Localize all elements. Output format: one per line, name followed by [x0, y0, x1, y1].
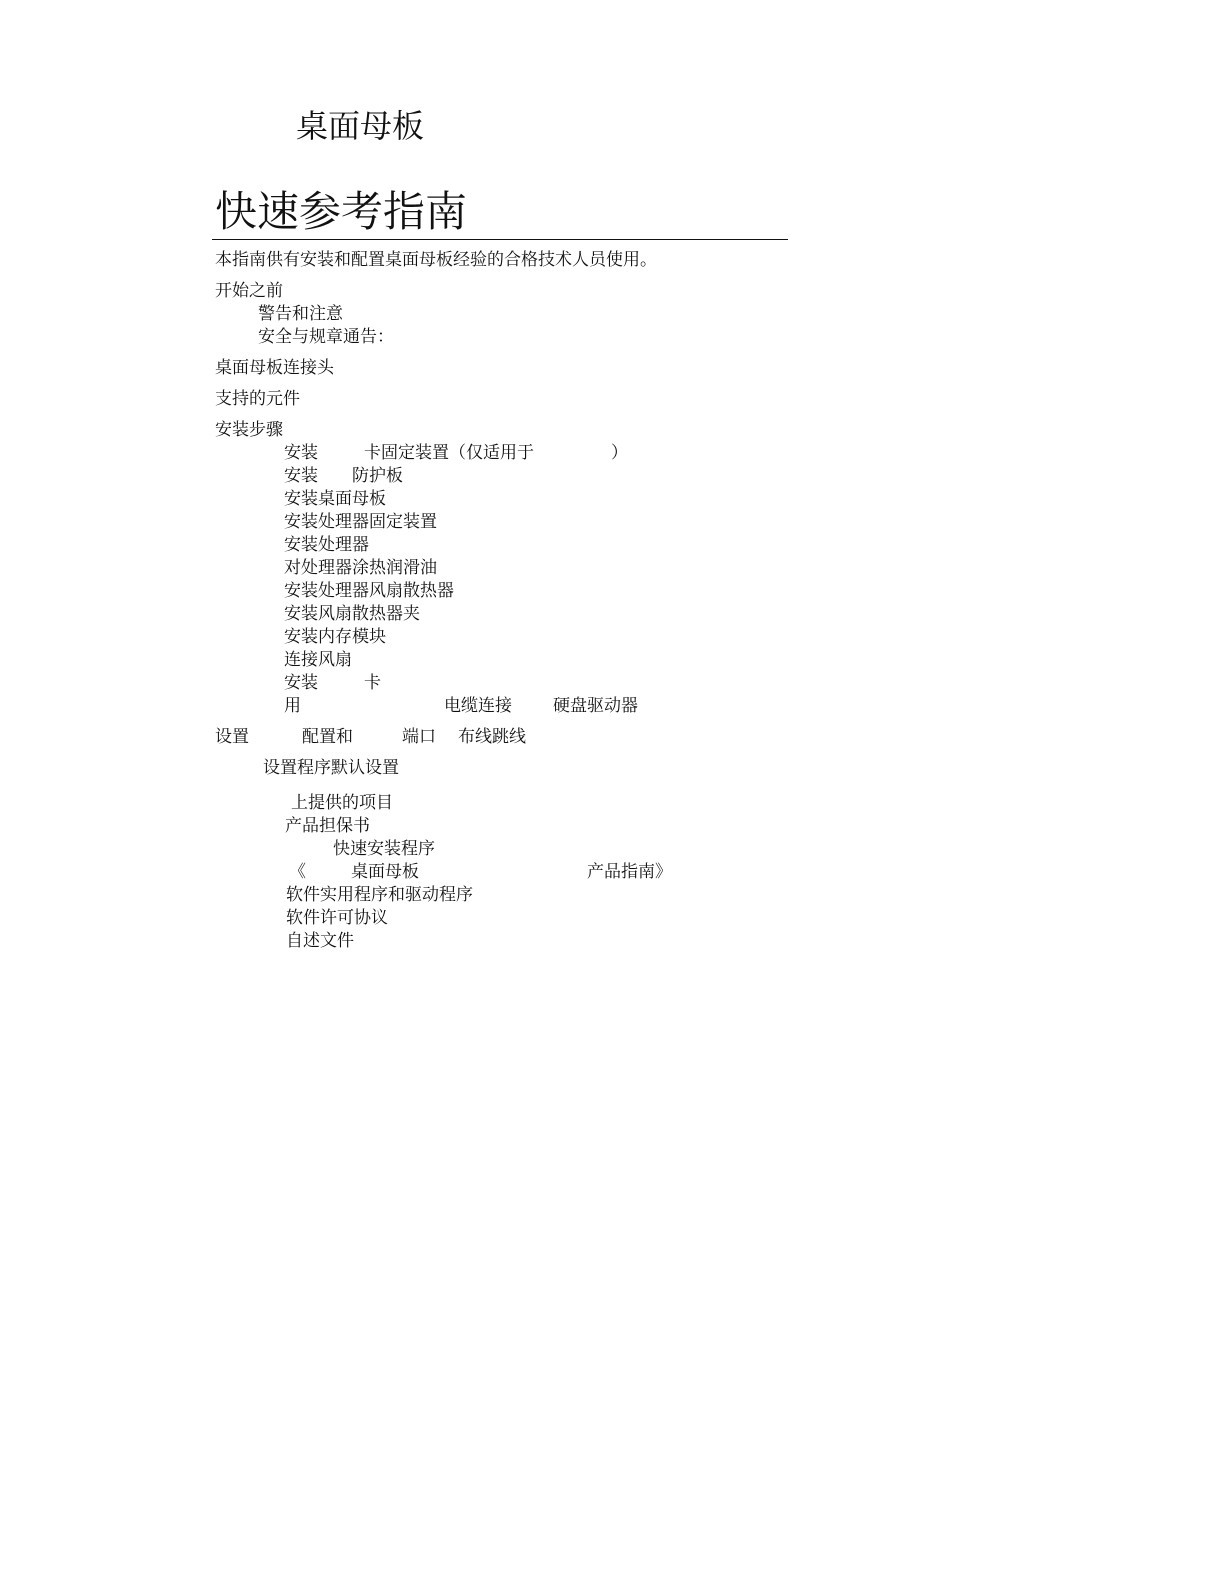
toc-step-card-a: 安装	[284, 673, 318, 693]
toc-software-drivers: 软件实用程序和驱动程序	[286, 885, 473, 905]
toc-setup-defaults: 设置程序默认设置	[263, 758, 399, 778]
toc-step-processor: 安装处理器	[284, 535, 369, 555]
toc-warnings-cautions: 警告和注意	[258, 304, 343, 324]
toc-step-shield-a: 安装	[284, 466, 318, 486]
toc-provided-items: 上提供的项目	[291, 793, 393, 813]
toc-product-guide-b: 桌面母板	[351, 862, 419, 882]
toc-supported-components: 支持的元件	[215, 389, 300, 409]
toc-setup-c: 端口	[402, 727, 436, 747]
toc-step-card-retention-b: 卡固定装置（仅适用于	[364, 443, 534, 463]
toc-step-memory: 安装内存模块	[284, 627, 386, 647]
toc-install-steps: 安装步骤	[215, 420, 283, 440]
toc-step-heatsink-clips: 安装风扇散热器夹	[284, 604, 420, 624]
toc-quick-install: 快速安装程序	[333, 839, 435, 859]
toc-step-cable-drive-a: 用	[284, 696, 301, 716]
toc-readme: 自述文件	[286, 931, 354, 951]
toc-step-cable-drive-b: 电缆连接	[444, 696, 512, 716]
toc-safety-regulatory: 安全与规章通告：	[258, 327, 394, 347]
document-title: 快速参考指南	[215, 187, 468, 236]
toc-step-card-retention-a: 安装	[284, 443, 318, 463]
toc-step-board: 安装桌面母板	[284, 489, 386, 509]
toc-step-card-retention-c: ）	[611, 443, 628, 463]
title-divider	[212, 239, 788, 240]
toc-step-fan-heatsink: 安装处理器风扇散热器	[284, 581, 454, 601]
toc-step-fan: 连接风扇	[284, 650, 352, 670]
toc-step-card-b: 卡	[364, 673, 381, 693]
toc-step-shield-b: 防护板	[352, 466, 403, 486]
toc-connectors: 桌面母板连接头	[215, 358, 334, 378]
toc-product-guide-c: 产品指南》	[587, 862, 672, 882]
toc-setup-b: 配置和	[302, 727, 353, 747]
toc-setup-a: 设置	[215, 727, 249, 747]
intro-text: 本指南供有安装和配置桌面母板经验的合格技术人员使用。	[215, 250, 657, 270]
toc-step-processor-retention: 安装处理器固定装置	[284, 512, 437, 532]
toc-warranty: 产品担保书	[285, 816, 370, 836]
document-subtitle: 桌面母板	[296, 107, 425, 145]
toc-setup-d: 布线跳线	[458, 727, 526, 747]
toc-before-you-begin: 开始之前	[215, 281, 283, 301]
toc-license: 软件许可协议	[286, 908, 388, 928]
toc-step-thermal-grease: 对处理器涂热润滑油	[284, 558, 437, 578]
toc-step-cable-drive-c: 硬盘驱动器	[553, 696, 638, 716]
toc-product-guide-a: 《	[289, 862, 306, 882]
